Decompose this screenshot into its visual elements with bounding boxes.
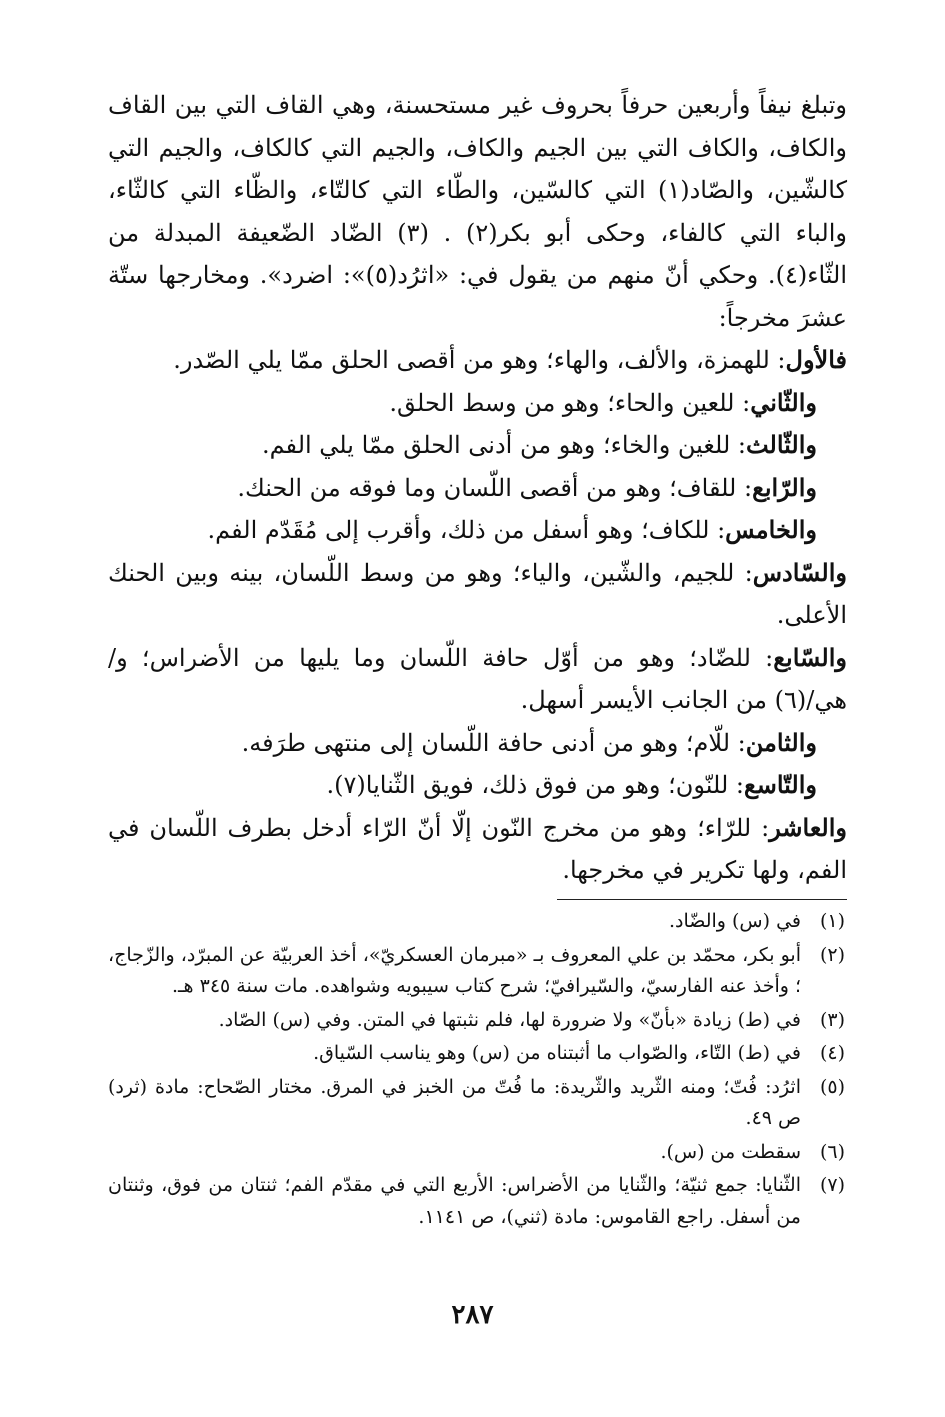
- makhraj-paragraph-10: [108, 807, 847, 892]
- makhraj-text: : للرّاء؛ وهو من مخرج النّون إلّا أنّ الرّاء أدخل بطرف اللّسان في الفم، ولها تكرير في مخرجها.: [108, 813, 847, 884]
- makhraj-text: : للغين والخاء؛ وهو من أدنى الحلق ممّا يلي الفم.: [261, 431, 746, 459]
- footnote-text: في (ط) التّاء، والصّواب ما أثبتناه من (س) وهو يناسب السّياق.: [313, 1042, 801, 1064]
- makhraj-text: : للجيم، والشّين، والياء؛ وهو من وسط اللّسان، بينه وبين الحنك الأعلى.: [108, 558, 847, 629]
- makhraj-heading: والرّابع: [752, 472, 817, 502]
- footnote-number: (٣): [819, 1008, 845, 1031]
- footnote-number: (٧): [819, 1174, 845, 1196]
- footnote-number: (١): [819, 910, 845, 932]
- makhraj-heading: والعاشر: [769, 812, 847, 842]
- footnote: [108, 1005, 845, 1037]
- footnote-text: في (ط) زيادة «بأنّ» ولا ضرورة لها، فلم نثبتها في المتن. وفي (س) الصّاد.: [218, 1008, 801, 1031]
- footnote-number: (٥): [819, 1075, 845, 1098]
- intro-paragraph: وتبلغ نيفاً وأربعين حرفاً بحروف غير مستحسنة، وهي القاف التي بين القاف والكاف، والكاف التي بين الجيم والكاف، والجيم التي كالكاف، والجيم التي كالشّين، والصّاد(١) التي كالسّين، والطّاء التي كالتّاء، والظّاء التي كالثّاء، والباء التي كالفاء، وحكى أبو بكر(٢) . (٣) الضّاد الضّعيفة المبدلة من الثّاء(٤). وحكي أنّ منهم من يقول في: «اثرُد(٥)»: اضرد». ومخارجها ستّة عشرَ مخرجاً:: [108, 91, 848, 332]
- makhraj-paragraph-8: [108, 722, 847, 765]
- makhraj-text: : للكاف؛ وهو أسفل من ذلك، وأقرب إلى مُقَدّم الفم.: [207, 516, 726, 544]
- footnote-text: سقطت من (س).: [660, 1140, 801, 1163]
- makhraj-paragraph-5: [108, 509, 847, 552]
- makhraj-heading: والسّادس: [752, 557, 847, 587]
- makhraj-paragraph-6: [108, 552, 847, 637]
- footnote: [108, 1137, 845, 1169]
- makhraj-text: : للضّاد؛ وهو من أوّل حافة اللّسان وما يليها من الأضراس؛ و/ هي/(٦) من الجانب الأيسر أسهل.: [108, 643, 847, 714]
- makhraj-heading: والثامن: [745, 727, 817, 757]
- makhraj-paragraph-1: [108, 339, 847, 382]
- makhraj-paragraph-4: [108, 467, 847, 510]
- makhraj-heading: والثّالث: [745, 430, 817, 459]
- footnotes: [108, 906, 845, 1235]
- footnote-text: في (س) والضّاد.: [668, 910, 801, 932]
- makhraj-text: : للعين والحاء؛ وهو من وسط الحلق.: [389, 388, 751, 417]
- makhraj-heading: فالأول: [785, 345, 847, 374]
- footnote: [108, 1170, 845, 1233]
- page-number: ٢٨٧: [451, 1300, 494, 1330]
- footnote: [108, 1072, 845, 1135]
- footnote-number: (٦): [819, 1140, 845, 1163]
- makhraj-text: : للنّون؛ وهو من فوق ذلك، فويق الثّنايا(٧).: [326, 771, 744, 799]
- makhraj-paragraph-7: [108, 637, 847, 722]
- makhraj-text: : للهمزة، والألف، والهاء؛ وهو من أقصى الحلق ممّا يلي الصّدر.: [173, 346, 786, 374]
- makhraj-text: : للقاف؛ وهو من أقصى اللّسان وما فوقه من الحنك.: [237, 473, 753, 502]
- main-text: [108, 84, 847, 892]
- footnote-text: اثرُد: فُتّ؛ ومنه الثّريد والثّريدة: ما فُتّ من الخبز في المرق. مختار الصّحاح: مادة (ثرد) ص ٤٩.: [108, 1075, 801, 1129]
- footnote-number: (٤): [819, 1042, 845, 1064]
- footnote-text: أبو بكر، محمّد بن علي المعروف بـ «مبرمان العسكريّ»، أخذ العربيّة عن المبرّد، والزّجاج، ؛ وأخذ عنه الفارسيّ، والسّيرافيّ؛ شرح كتاب سيبويه وشواهده. مات سنة ٣٤٥ هـ.: [108, 943, 801, 997]
- footnote: [108, 940, 845, 1003]
- makhraj-heading: والتّاسع: [743, 770, 817, 799]
- makhraj-paragraph-2: [108, 382, 847, 425]
- footnote-number: (٢): [819, 943, 845, 966]
- footnote-text: الثّنايا: جمع ثنيّة؛ والثّنايا من الأضراس: الأربع التي في مقدّم الفم؛ ثنتان من فوق، وثنتان من أسفل. راجع القاموس: مادة (ثني)، ص ١١٤١.: [108, 1174, 802, 1228]
- makhraj-heading: والثّاني: [750, 387, 817, 417]
- makhraj-heading: والسّابع: [773, 642, 847, 672]
- footnote-divider: [557, 899, 847, 900]
- makhraj-paragraph-3: [108, 424, 847, 467]
- makhraj-heading: والخامس: [725, 515, 817, 544]
- footnote: [108, 906, 845, 938]
- makhraj-text: : للّام؛ وهو من أدنى حافة اللّسان إلى منتهى طرَفه.: [241, 728, 746, 757]
- footnote: [108, 1038, 845, 1070]
- makhraj-paragraph-9: [108, 764, 847, 807]
